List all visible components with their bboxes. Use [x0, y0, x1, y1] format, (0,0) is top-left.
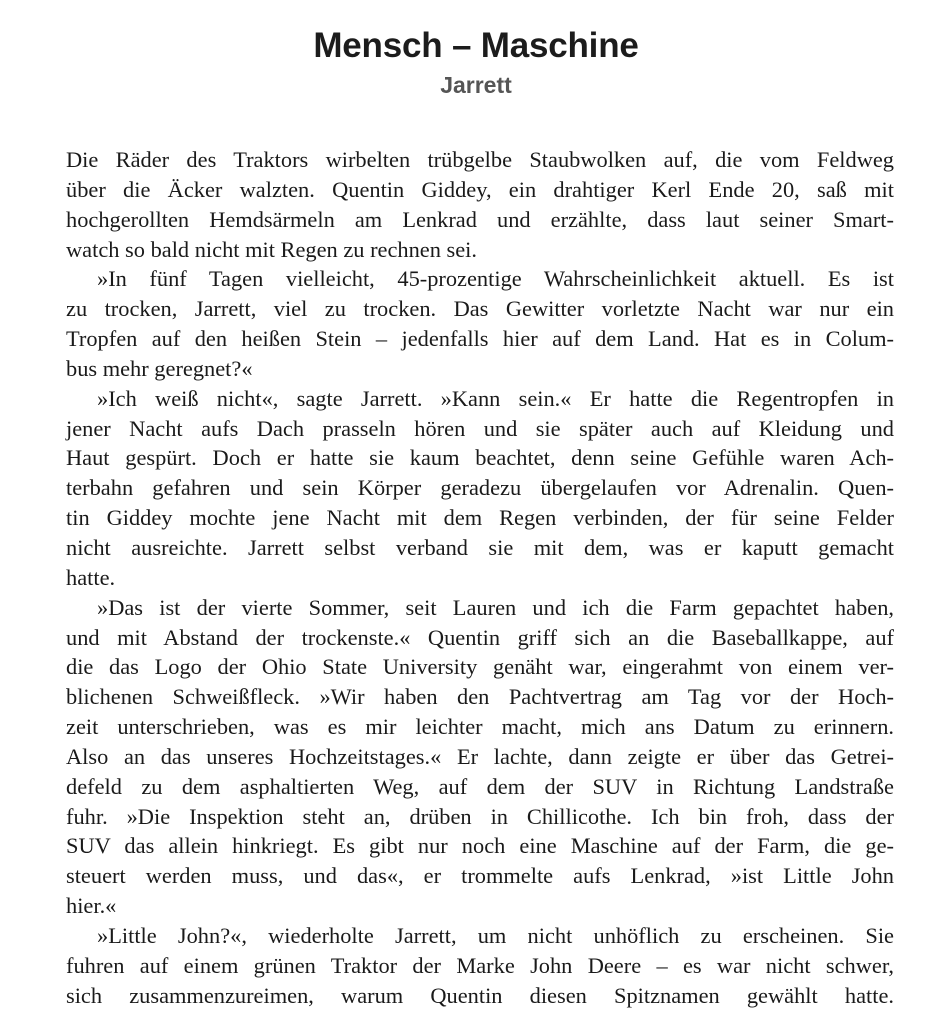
- text-line: fuhr. »Die Inspektion steht an, drüben in Chillicothe. Ich bin froh, dass der: [66, 803, 894, 829]
- text-line: »In fünf Tagen vielleicht, 45-prozentige Wahrscheinlichkeit aktuell. Es ist: [97, 266, 894, 292]
- chapter-subtitle: Jarrett: [440, 72, 512, 98]
- text-line: nicht ausreichte. Jarrett selbst verband sie mit dem, was er kaputt gemacht: [66, 534, 894, 560]
- text-line: zu trocken, Jarrett, viel zu trocken. Das Gewitter vorletzte Nacht war nur ein: [66, 296, 894, 322]
- text-line: fuhren auf einem grünen Traktor der Marke John Deere – es war nicht schwer,: [66, 952, 894, 978]
- text-line: steuert werden muss, und das«, er trommelte aufs Lenkrad, »ist Little John: [66, 863, 894, 889]
- paragraph: [66, 384, 894, 593]
- text-line: hochgerollten Hemdsärmeln am Lenkrad und erzählte, dass laut seiner Smart-: [66, 206, 894, 232]
- text-line: jener Nacht aufs Dach prasseln hören und sie später auch auf Kleidung und: [66, 415, 894, 441]
- text-line: terbahn gefahren und sein Körper geradezu übergelaufen vor Adrenalin. Quen-: [66, 475, 894, 501]
- text-line: Die Räder des Traktors wirbelten trübgelbe Staubwolken auf, die vom Feldweg: [66, 147, 894, 172]
- text-line: tin Giddey mochte jene Nacht mit dem Regen verbinden, der für seine Felder: [66, 505, 894, 531]
- text-line: hatte.: [66, 564, 116, 590]
- text-line: watch so bald nicht mit Regen zu rechnen sei.: [66, 236, 477, 262]
- text-line: zeit unterschrieben, was es mir leichter macht, mich ans Datum zu erinnern.: [66, 714, 894, 740]
- text-line: »Little John?«, wiederholte Jarrett, um nicht unhöflich zu erscheinen. Sie: [97, 922, 894, 948]
- text-line: und mit Abstand der trockenste.« Quentin griff sich an die Baseballkappe, auf: [66, 624, 894, 650]
- text-line: »Das ist der vierte Sommer, seit Lauren und ich die Farm gepachtet haben,: [97, 594, 894, 620]
- chapter-title: Mensch – Maschine: [313, 26, 639, 65]
- paragraph: [66, 921, 894, 1011]
- body-text: [66, 145, 894, 1010]
- text-line: Also an das unseres Hochzeitstages.« Er lachte, dann zeigte er über das Getrei-: [66, 743, 894, 769]
- text-line: »Ich weiß nicht«, sagte Jarrett. »Kann sein.« Er hatte die Regentropfen in: [97, 385, 894, 411]
- text-line: defeld zu dem asphaltierten Weg, auf dem der SUV in Richtung Landstraße: [66, 773, 894, 799]
- text-line: über die Äcker walzten. Quentin Giddey, ein drahtiger Kerl Ende 20, saß mit: [66, 176, 894, 202]
- text-line: hier.«: [66, 893, 117, 919]
- text-line: Tropfen auf den heißen Stein – jedenfalls hier auf dem Land. Hat es in Colum-: [66, 326, 894, 352]
- text-line: Haut gespürt. Doch er hatte sie kaum beachtet, denn seine Gefühle waren Ach-: [66, 445, 894, 471]
- text-line: die das Logo der Ohio State University genäht war, eingerahmt von einem ver-: [66, 654, 894, 680]
- paragraph: [66, 264, 894, 383]
- text-line: blichenen Schweißfleck. »Wir haben den Pachtvertrag am Tag vor der Hoch-: [66, 684, 894, 710]
- paragraph: [66, 593, 894, 921]
- text-line: bus mehr geregnet?«: [66, 355, 253, 381]
- text-line: SUV das allein hinkriegt. Es gibt nur noch eine Maschine auf der Farm, die ge-: [66, 833, 894, 859]
- text-line: sich zusammenzureimen, warum Quentin diesen Spitznamen gewählt hatte.: [66, 982, 894, 1008]
- paragraph: [66, 145, 894, 264]
